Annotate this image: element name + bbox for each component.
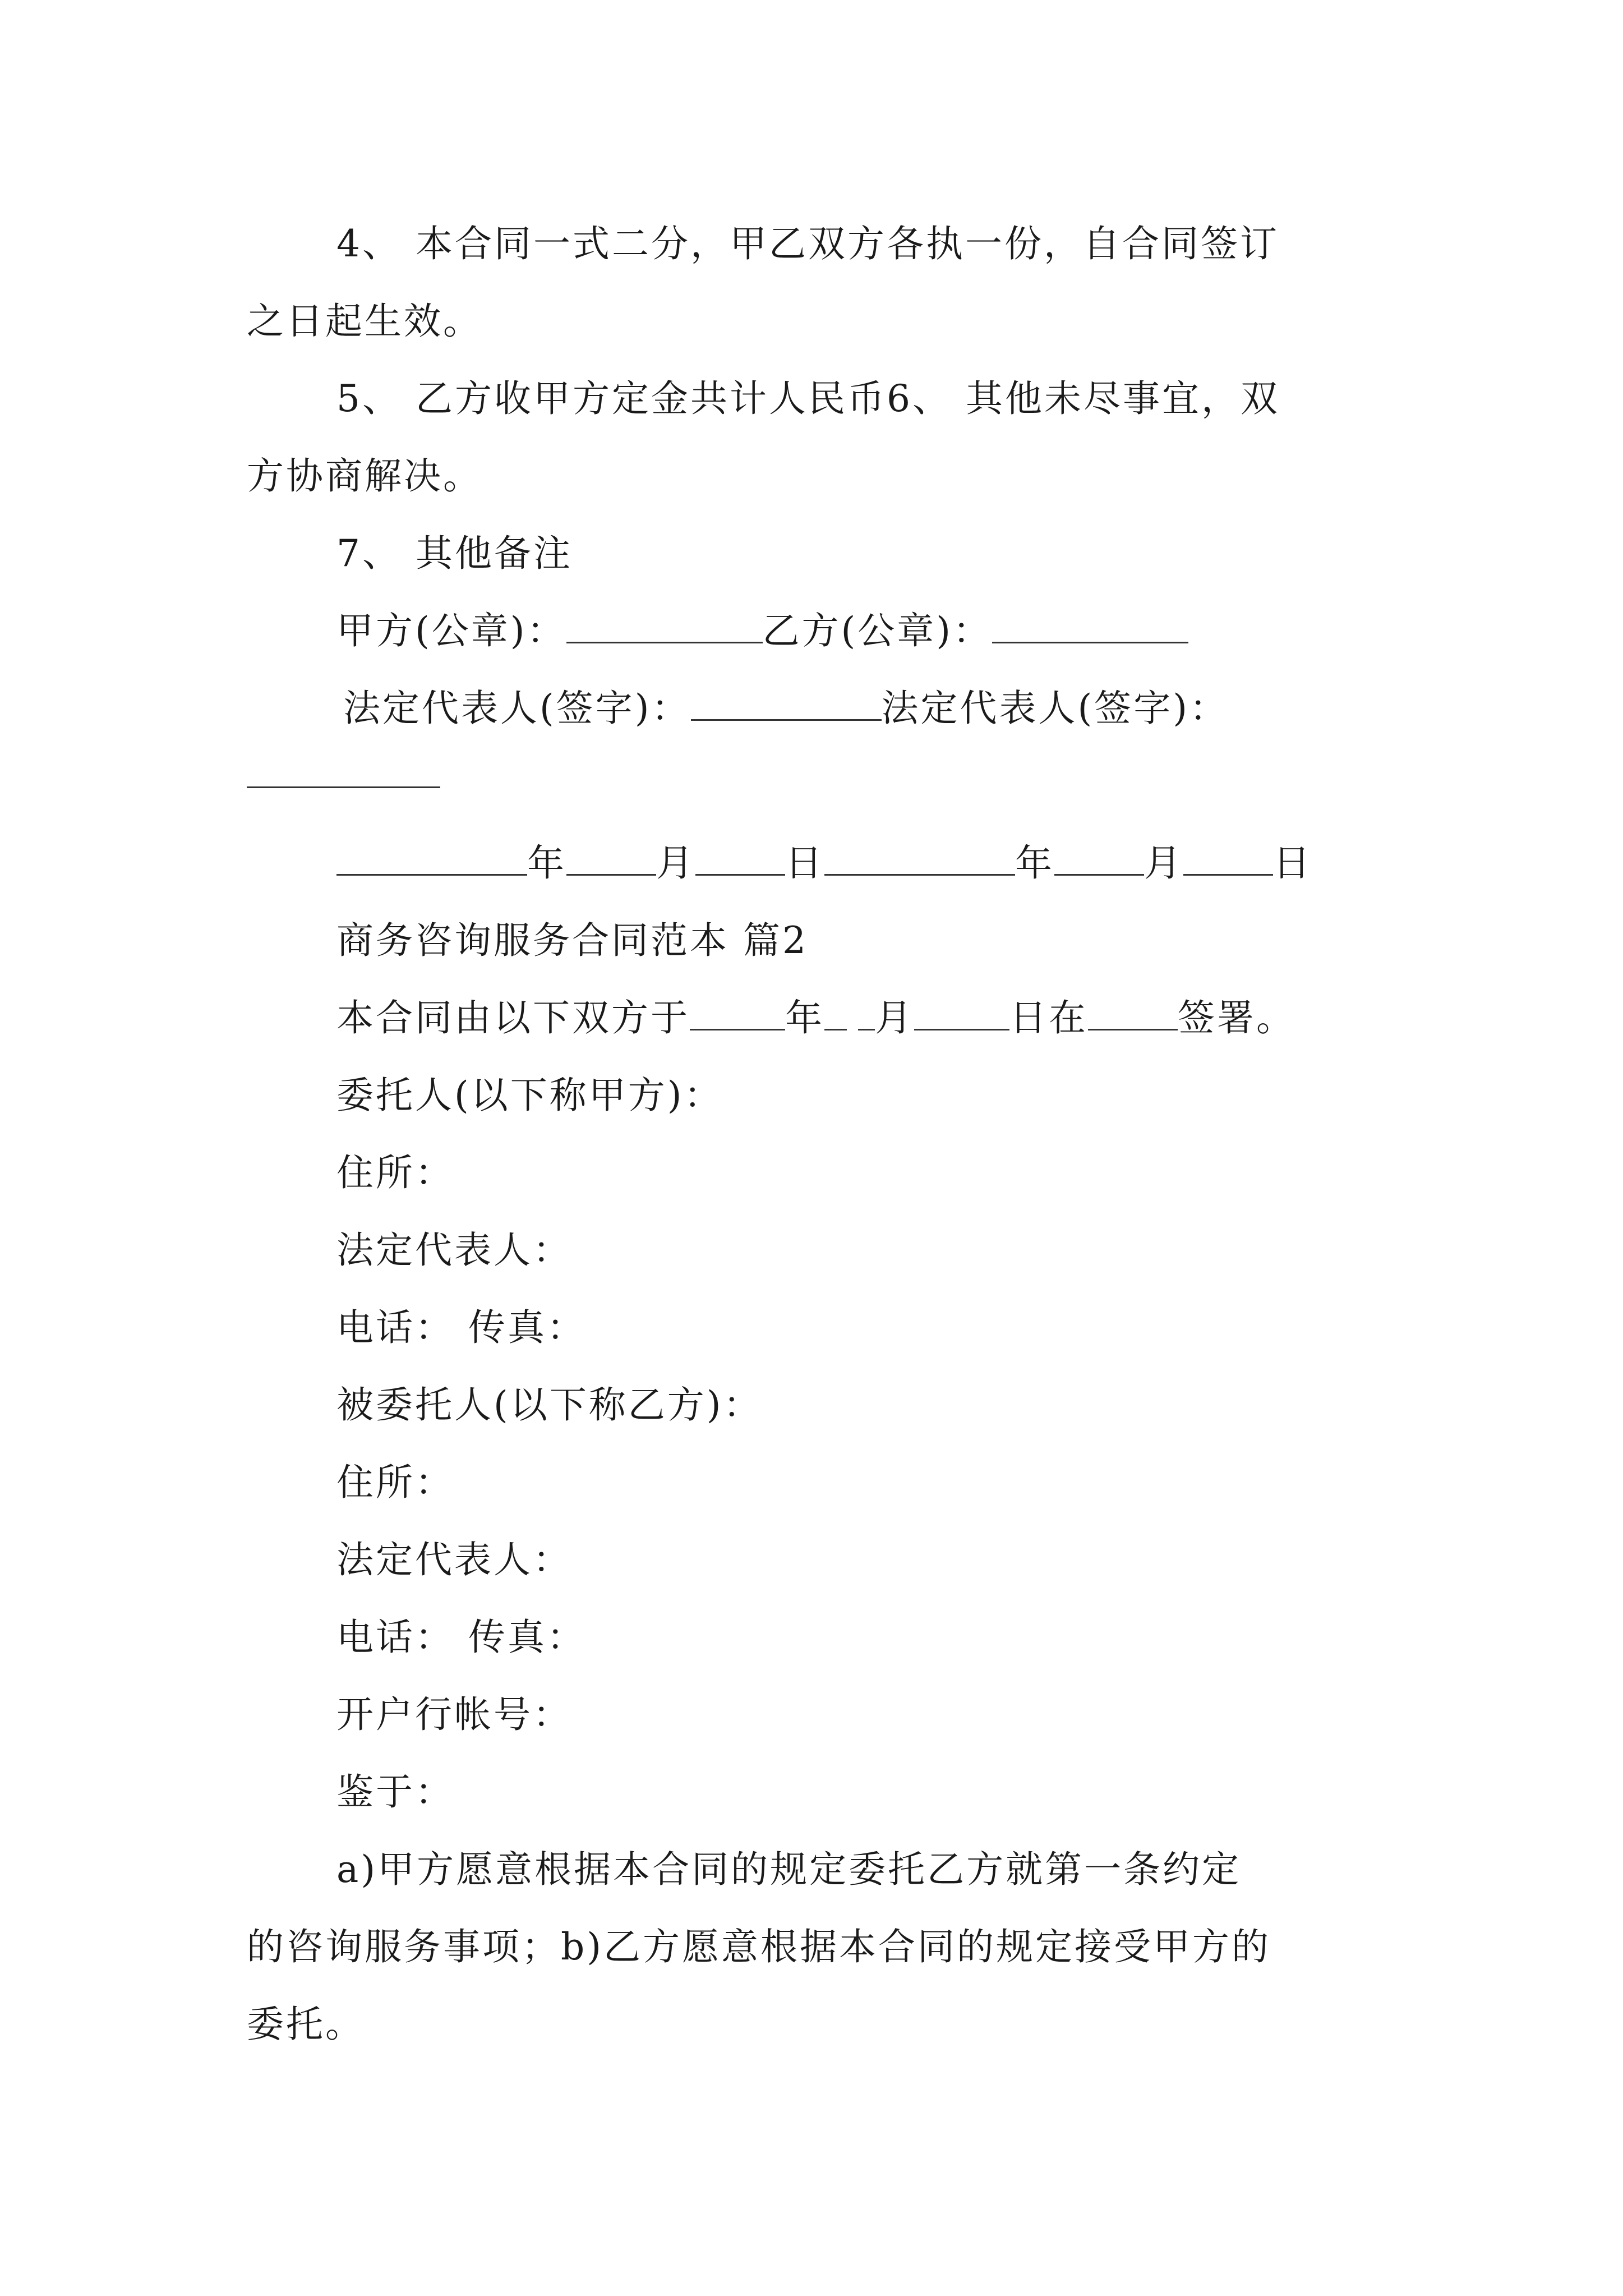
party-a-rep-sign-blank (691, 684, 882, 721)
signing-suffix: 签署。 (1178, 996, 1295, 1039)
year-label-a: 年 (527, 841, 566, 885)
party-b-seal-label: 乙方(公章)： (762, 609, 992, 652)
client-heading: 委托人(以下称甲方)： (336, 1074, 723, 1117)
signing-month-label: 月 (875, 996, 914, 1039)
representative-signature-line (343, 683, 1229, 734)
signing-month-blank-1 (824, 994, 847, 1030)
day-blank-a (695, 839, 785, 876)
seal-line (336, 606, 1188, 656)
month-blank-a (566, 839, 656, 876)
party-a-seal-label: 甲方(公章)： (336, 609, 566, 652)
section-2-title: 商务咨询服务合同范本 篇2 (336, 919, 808, 962)
clause-4-line-2: 之日起生效。 (247, 300, 482, 343)
whereas-clause-line-2: 的咨询服务事项；b)乙方愿意根据本合同的规定接受甲方的 (247, 1925, 1271, 1968)
day-label-b: 日 (1273, 841, 1312, 885)
signing-year-label: 年 (785, 996, 824, 1039)
party-a-seal-blank (566, 607, 763, 643)
day-label-a: 日 (785, 841, 824, 885)
clause-7: 7、 其他备注 (336, 532, 573, 575)
party-b-rep-sign-label: 法定代表人(签字)： (881, 687, 1229, 730)
year-blank-b (824, 839, 1015, 876)
client-representative: 法定代表人： (336, 1228, 572, 1272)
party-a-rep-sign-label: 法定代表人(签字)： (343, 687, 691, 730)
signing-day-blank (914, 994, 1009, 1030)
signing-prefix: 本合同由以下双方于 (336, 996, 690, 1039)
signing-year-blank (690, 994, 785, 1030)
signing-at-label: 日在 (1009, 996, 1088, 1039)
party-b-rep-sign-blank (247, 786, 440, 788)
month-label-b: 月 (1144, 841, 1183, 885)
whereas-heading: 鉴于： (336, 1770, 454, 1814)
contractor-address: 住所： (336, 1461, 454, 1504)
contractor-phone-fax: 电话： 传真： (336, 1616, 586, 1659)
month-label-a: 月 (656, 841, 695, 885)
whereas-clause-line-3: 委托。 (247, 2003, 365, 2046)
year-blank-a (336, 839, 527, 876)
client-address: 住所： (336, 1151, 454, 1194)
date-line (336, 838, 1312, 889)
signing-date-line (336, 993, 1295, 1043)
bank-account: 开户行帐号： (336, 1693, 572, 1736)
client-phone-fax: 电话： 传真： (336, 1306, 586, 1349)
signing-month-blank-2 (858, 994, 875, 1030)
year-label-b: 年 (1015, 841, 1054, 885)
month-blank-b (1054, 839, 1144, 876)
contractor-representative: 法定代表人： (336, 1538, 572, 1581)
party-b-seal-blank (992, 607, 1188, 643)
whereas-clause-line-1: a)甲方愿意根据本合同的规定委托乙方就第一条约定 (336, 1848, 1242, 1891)
signing-place-blank (1088, 994, 1178, 1030)
clause-5-line-1: 5、 乙方收甲方定金共计人民币6、 其他未尽事宜，双 (336, 377, 1280, 420)
contractor-heading: 被委托人(以下称乙方)： (336, 1383, 763, 1427)
clause-5-line-2: 方协商解决。 (247, 454, 482, 498)
clause-4-line-1: 4、 本合同一式二分，甲乙双方各执一份，自合同签订 (336, 222, 1279, 265)
day-blank-b (1183, 839, 1273, 876)
